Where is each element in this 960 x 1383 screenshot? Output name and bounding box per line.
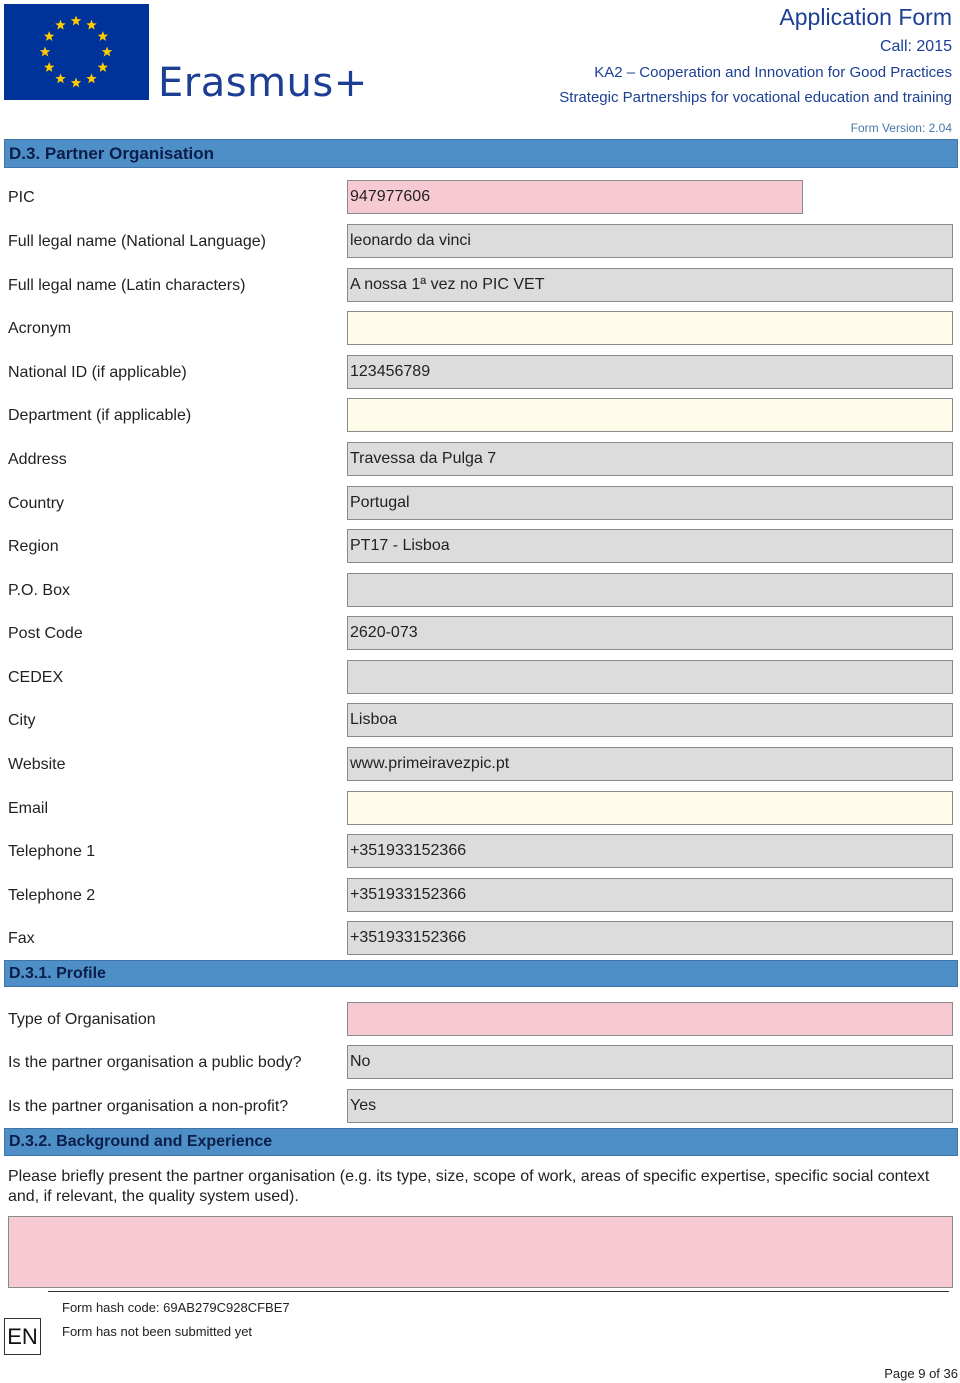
pic-field[interactable]: 947977606 bbox=[347, 180, 803, 214]
form-subtitle: Strategic Partnerships for vocational education and training bbox=[559, 89, 952, 106]
eu-star-icon bbox=[55, 73, 65, 83]
website-label: Website bbox=[8, 756, 66, 773]
eu-star-icon bbox=[98, 31, 108, 41]
email-field[interactable] bbox=[347, 791, 953, 825]
eu-flag-logo bbox=[4, 4, 149, 100]
eu-star-icon bbox=[44, 31, 54, 41]
address-field[interactable]: Travessa da Pulga 7 bbox=[347, 442, 953, 476]
organisation-type-label: Type of Organisation bbox=[8, 1011, 156, 1028]
telephone-2-field[interactable]: +351933152366 bbox=[347, 878, 953, 912]
national-id-label: National ID (if applicable) bbox=[8, 364, 187, 381]
organisation-type-field[interactable] bbox=[347, 1002, 953, 1036]
eu-star-icon bbox=[44, 62, 54, 72]
telephone-1-label: Telephone 1 bbox=[8, 843, 96, 860]
department-field[interactable] bbox=[347, 398, 953, 432]
po-box-label: P.O. Box bbox=[8, 582, 70, 599]
action-label: KA2 – Cooperation and Innovation for Good Practices bbox=[594, 64, 952, 81]
legal-name-latin-label: Full legal name (Latin characters) bbox=[8, 277, 246, 294]
eu-star-icon bbox=[71, 78, 81, 88]
section-background-experience bbox=[4, 1128, 958, 1156]
post-code-label: Post Code bbox=[8, 625, 83, 642]
form-hash-code: Form hash code: 69AB279C928CFBE7 bbox=[62, 1300, 290, 1315]
section-partner-organisation bbox=[4, 139, 958, 168]
legal-name-national-field[interactable]: leonardo da vinci bbox=[347, 224, 953, 258]
telephone-2-label: Telephone 2 bbox=[8, 887, 96, 904]
acronym-label: Acronym bbox=[8, 320, 72, 337]
non-profit-label: Is the partner organisation a non-profit? bbox=[8, 1098, 289, 1115]
acronym-field[interactable] bbox=[347, 311, 953, 345]
profile-title: D.3.1. Profile bbox=[9, 965, 106, 982]
eu-star-icon bbox=[102, 47, 112, 57]
language-indicator: EN bbox=[4, 1318, 41, 1355]
footer-divider bbox=[48, 1291, 949, 1292]
legal-name-latin-field[interactable]: A nossa 1ª vez no PIC VET bbox=[347, 268, 953, 302]
call-label: Call: 2015 bbox=[879, 38, 952, 55]
eu-star-icon bbox=[40, 47, 50, 57]
submission-status: Form has not been submitted yet bbox=[62, 1324, 253, 1339]
eu-star-icon bbox=[98, 62, 108, 72]
section-profile bbox=[4, 960, 958, 987]
cedex-field[interactable] bbox=[347, 660, 953, 694]
eu-star-icon bbox=[86, 20, 96, 30]
eu-star-icon bbox=[55, 20, 65, 30]
fax-field[interactable]: +351933152366 bbox=[347, 921, 953, 955]
region-label: Region bbox=[8, 538, 59, 555]
form-title: Application Form bbox=[779, 4, 952, 30]
form-version: Form Version: 2.04 bbox=[850, 121, 952, 135]
background-title: D.3.2. Background and Experience bbox=[9, 1133, 273, 1150]
background-question: Please briefly present the partner organisation (e.g. its type, size, scope of work, areas of specific expertise, specific social context and, if relevant, the quality system used). bbox=[8, 1168, 930, 1205]
non-profit-field[interactable]: Yes bbox=[347, 1089, 953, 1123]
eu-star-icon bbox=[86, 73, 96, 83]
eu-star-icon bbox=[71, 16, 81, 26]
department-label: Department (if applicable) bbox=[8, 407, 192, 424]
national-id-field[interactable]: 123456789 bbox=[347, 355, 953, 389]
section-title: D.3. Partner Organisation bbox=[9, 144, 214, 163]
po-box-field[interactable] bbox=[347, 573, 953, 607]
website-field[interactable]: www.primeiravezpic.pt bbox=[347, 747, 953, 781]
cedex-label: CEDEX bbox=[8, 669, 64, 686]
eu-stars-icon bbox=[4, 4, 149, 100]
erasmus-brand: Erasmus+ bbox=[158, 60, 368, 106]
country-field[interactable]: Portugal bbox=[347, 486, 953, 520]
post-code-field[interactable]: 2620-073 bbox=[347, 616, 953, 650]
country-label: Country bbox=[8, 495, 65, 512]
page-number: Page 9 of 36 bbox=[884, 1366, 958, 1381]
address-label: Address bbox=[8, 451, 67, 468]
background-answer-field[interactable] bbox=[8, 1216, 953, 1288]
city-label: City bbox=[8, 712, 36, 729]
email-label: Email bbox=[8, 800, 49, 817]
public-body-field[interactable]: No bbox=[347, 1045, 953, 1079]
telephone-1-field[interactable]: +351933152366 bbox=[347, 834, 953, 868]
region-field[interactable]: PT17 - Lisboa bbox=[347, 529, 953, 563]
pic-label: PIC bbox=[8, 189, 35, 206]
city-field[interactable]: Lisboa bbox=[347, 703, 953, 737]
public-body-label: Is the partner organisation a public body? bbox=[8, 1054, 302, 1071]
fax-label: Fax bbox=[8, 930, 35, 947]
legal-name-national-label: Full legal name (National Language) bbox=[8, 233, 266, 250]
